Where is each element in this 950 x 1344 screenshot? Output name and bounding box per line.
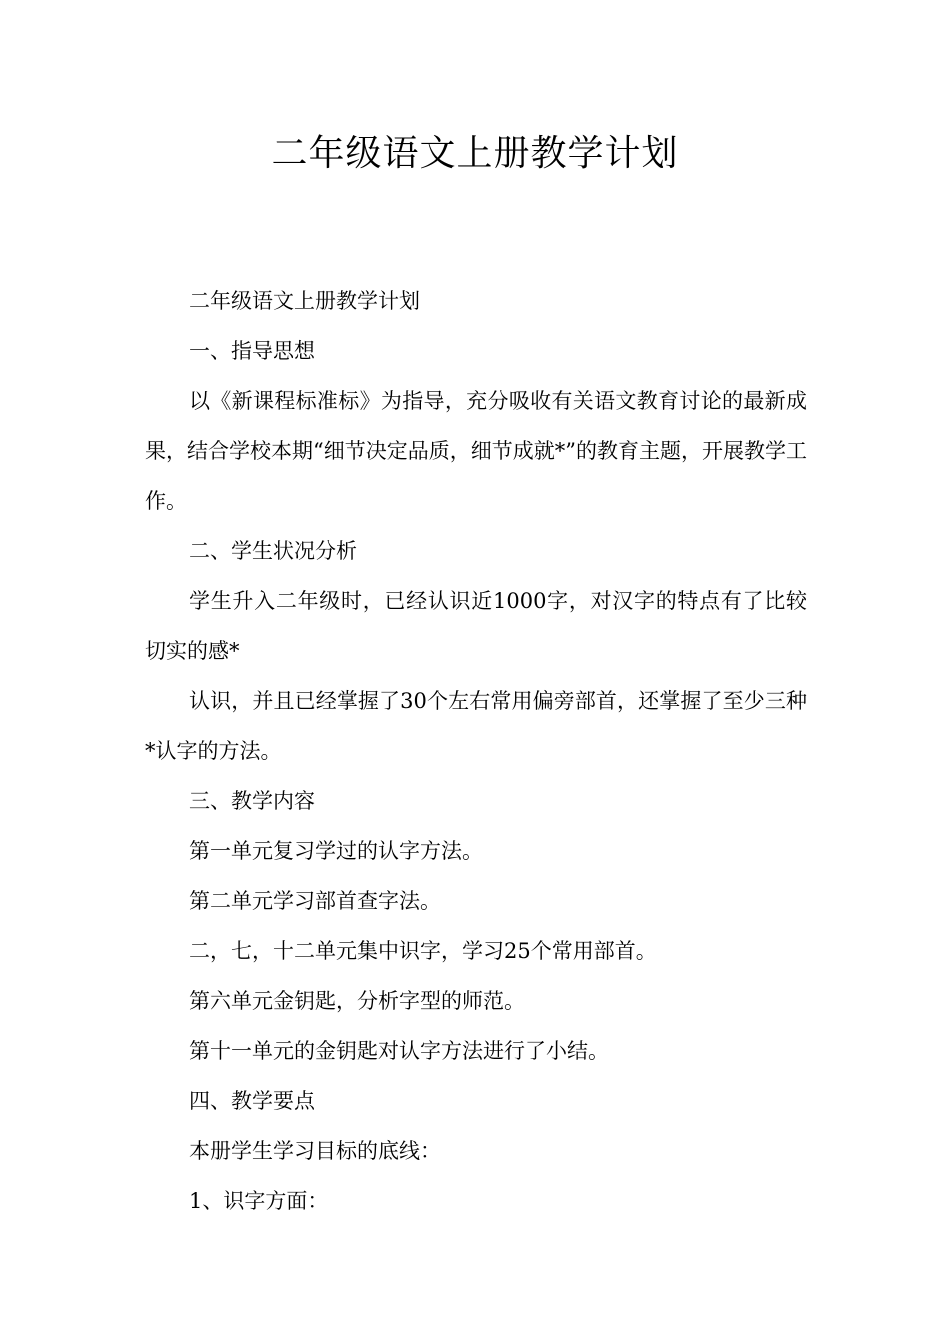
document-title: 二年级语文上册教学计划: [271, 133, 679, 174]
paragraph-learning-goals: 本册学生学习目标的底线：: [189, 1139, 441, 1163]
paragraph-unit-6: 第六单元金钥匙，分析字型的师范。: [189, 989, 525, 1013]
paragraph-unit-2: 第二单元学习部首查字法。: [189, 889, 441, 913]
paragraph-unit-1: 第一单元复习学过的认字方法。: [189, 839, 483, 863]
paragraph-literacy: 1、识字方面：: [189, 1189, 329, 1213]
section-heading-guiding-ideology: 一、指导思想: [189, 339, 315, 363]
paragraph-subtitle: 二年级语文上册教学计划: [189, 289, 420, 313]
paragraph-guiding-ideology: 以《新课程标准标》为指导，充分吸收有关语文教育讨论的最新成果，结合学校本期“细节决定品质，细节成就*”的教育主题，开展教学工作。: [145, 389, 807, 513]
section-heading-teaching-points: 四、教学要点: [189, 1089, 315, 1113]
section-heading-student-analysis: 二、学生状况分析: [189, 539, 357, 563]
section-heading-teaching-content: 三、教学内容: [189, 789, 315, 813]
paragraph-units-2-7-12: 二，七，十二单元集中识字，学习25个常用部首。: [189, 939, 657, 963]
paragraph-student-analysis-1: 学生升入二年级时，已经认识近1000字，对汉字的特点有了比较切实的感*: [145, 589, 807, 663]
paragraph-unit-11: 第十一单元的金钥匙对认字方法进行了小结。: [189, 1039, 609, 1063]
paragraph-student-analysis-2: 认识，并且已经掌握了30个左右常用偏旁部首，还掌握了至少三种*认字的方法。: [145, 689, 807, 763]
document-body: [145, 276, 807, 1226]
